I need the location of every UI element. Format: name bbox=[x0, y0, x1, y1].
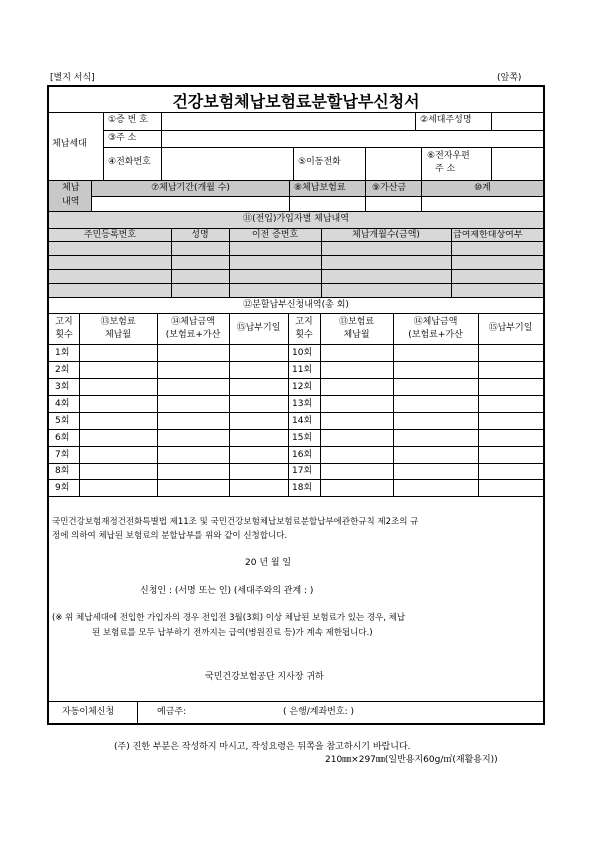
total-field[interactable] bbox=[423, 197, 542, 210]
arrears-label-2: 내역 bbox=[62, 197, 80, 207]
col-amount-label-r: ⑭체납금액 bbox=[413, 317, 458, 327]
applicant-line: 신청인 : (서명 또는 인) (세대주와의 관계 : ) bbox=[140, 586, 314, 596]
col-amount-label-2: (보험료+가산 bbox=[165, 330, 221, 340]
col-times-label-r: 고지 bbox=[295, 317, 313, 327]
form-title: 건강보험체납보험료분할납부신청서 bbox=[172, 92, 420, 111]
recipient-line: 국민건강보험공단 지사장 귀하 bbox=[205, 672, 324, 682]
address-field[interactable] bbox=[163, 132, 541, 146]
id-no-label: ①증 번 호 bbox=[108, 115, 148, 125]
surcharge-label: ⑨가산금 bbox=[372, 183, 407, 193]
autopay-label: 자동이체신청 bbox=[62, 707, 115, 717]
col-times-label: 고지 bbox=[55, 317, 73, 327]
id-no-field[interactable] bbox=[163, 114, 413, 129]
mobile-field[interactable] bbox=[367, 149, 419, 179]
head-name-field[interactable] bbox=[493, 114, 541, 129]
autopay-holder-label[interactable]: 예금주: bbox=[157, 707, 187, 717]
premium-label: ⑧체납보험료 bbox=[294, 183, 346, 193]
email-label-2: 주 소 bbox=[435, 164, 456, 174]
household-section-label: 체납세대 bbox=[52, 139, 87, 149]
notice-line-1: (※ 위 체납세대에 전입한 가입자의 경우 전입전 3월(3회) 이상 체납된 보험료가 있는 경우, 체납 bbox=[52, 613, 406, 623]
row-label-17: 17회 bbox=[292, 466, 313, 476]
subscriber-header-months: 체납개월수(금액) bbox=[352, 230, 420, 240]
col-amount-label: ⑭체납금액 bbox=[171, 317, 215, 327]
row-label-6: 6회 bbox=[55, 433, 70, 443]
surcharge-field[interactable] bbox=[367, 197, 420, 210]
email-field[interactable] bbox=[493, 149, 541, 179]
row-label-15: 15회 bbox=[292, 433, 313, 443]
col-amount-label-r-2: (보험료+가산 bbox=[408, 330, 463, 340]
col-month-label-r: ⑬보험료 bbox=[338, 317, 375, 327]
col-month-label-2: 체납월 bbox=[104, 330, 132, 340]
side-label: (앞쪽) bbox=[497, 73, 522, 83]
col-month-label-r-2: 체납월 bbox=[343, 330, 370, 340]
row-label-18: 18회 bbox=[292, 483, 313, 493]
period-label: ⑦체납기간(개월 수) bbox=[151, 183, 230, 193]
row-label-5: 5회 bbox=[55, 416, 70, 426]
row-label-4: 4회 bbox=[55, 399, 70, 409]
subscriber-header-name: 성명 bbox=[191, 230, 209, 240]
row-label-10: 10회 bbox=[292, 348, 313, 358]
footer-note: (주) 진한 부분은 작성하지 마시고, 작성요령은 뒤쪽을 참고하시기 바랍니다. bbox=[114, 742, 411, 752]
total-label: ⑩계 bbox=[474, 183, 491, 193]
row-label-16: 16회 bbox=[292, 450, 313, 460]
subscriber-header-restriction: 급여제한대상여부 bbox=[453, 230, 523, 240]
row-label-7: 7회 bbox=[55, 450, 70, 460]
mobile-label: ⑤이동전화 bbox=[298, 157, 341, 167]
col-times-label-2: 횟수 bbox=[55, 330, 73, 340]
row-label-2: 2회 bbox=[55, 365, 70, 375]
notice-line-2: 된 보험료를 모두 납부하기 전까지는 급여(병원진료 등)가 계속 제한됩니다.) bbox=[92, 628, 373, 638]
col-month-label: ⑬보험료 bbox=[100, 317, 136, 327]
row-label-8: 8회 bbox=[55, 466, 70, 476]
email-label: ⑥전자우편 bbox=[427, 151, 470, 161]
form-label: [별지 서식] bbox=[50, 73, 95, 83]
col-times-label-r-2: 횟수 bbox=[295, 330, 313, 340]
period-field[interactable] bbox=[93, 197, 288, 210]
phone-label: ④전화번호 bbox=[108, 157, 151, 167]
subscriber-header-rrn: 주민등록번호 bbox=[83, 230, 137, 240]
row-label-9: 9회 bbox=[55, 483, 70, 493]
phone-field[interactable] bbox=[163, 149, 291, 179]
row-label-11: 11회 bbox=[292, 365, 313, 375]
footer-paper: 210㎜×297㎜(일반용지60g/㎡(재활용지)) bbox=[325, 755, 498, 765]
arrears-label: 체납 bbox=[62, 183, 80, 193]
col-due-label: ⑮납부기일 bbox=[236, 323, 281, 333]
autopay-bank-field[interactable]: ( 은행/계좌번호: ) bbox=[283, 707, 354, 717]
row-label-14: 14회 bbox=[292, 416, 313, 426]
subscriber-section-title: ⑪(전입)가입자별 체납내역 bbox=[243, 214, 349, 224]
subscriber-header-prev-id: 이전 증번호 bbox=[251, 230, 299, 240]
col-due-label-r: ⑮납부기일 bbox=[488, 323, 533, 333]
declaration-para-2: 정에 의하여 체납된 보험료의 분할납부를 위와 같이 신청합니다. bbox=[52, 531, 288, 541]
date-line: 20 년 월 일 bbox=[245, 558, 292, 568]
premium-field[interactable] bbox=[291, 197, 364, 210]
row-label-12: 12회 bbox=[292, 382, 313, 392]
row-label-1: 1회 bbox=[55, 348, 70, 358]
row-label-3: 3회 bbox=[55, 382, 70, 392]
installment-section-title: ⑫분할납부신청내역(총 회) bbox=[243, 300, 349, 310]
declaration-para-1: 국민건강보험재정건전화특별법 제11조 및 국민건강보험체납보험료분할납부에관한규칙 제2조의 규 bbox=[52, 517, 419, 527]
address-label: ③주 소 bbox=[108, 133, 137, 143]
row-label-13: 13회 bbox=[292, 399, 313, 409]
head-name-label: ②세대주성명 bbox=[420, 115, 472, 125]
